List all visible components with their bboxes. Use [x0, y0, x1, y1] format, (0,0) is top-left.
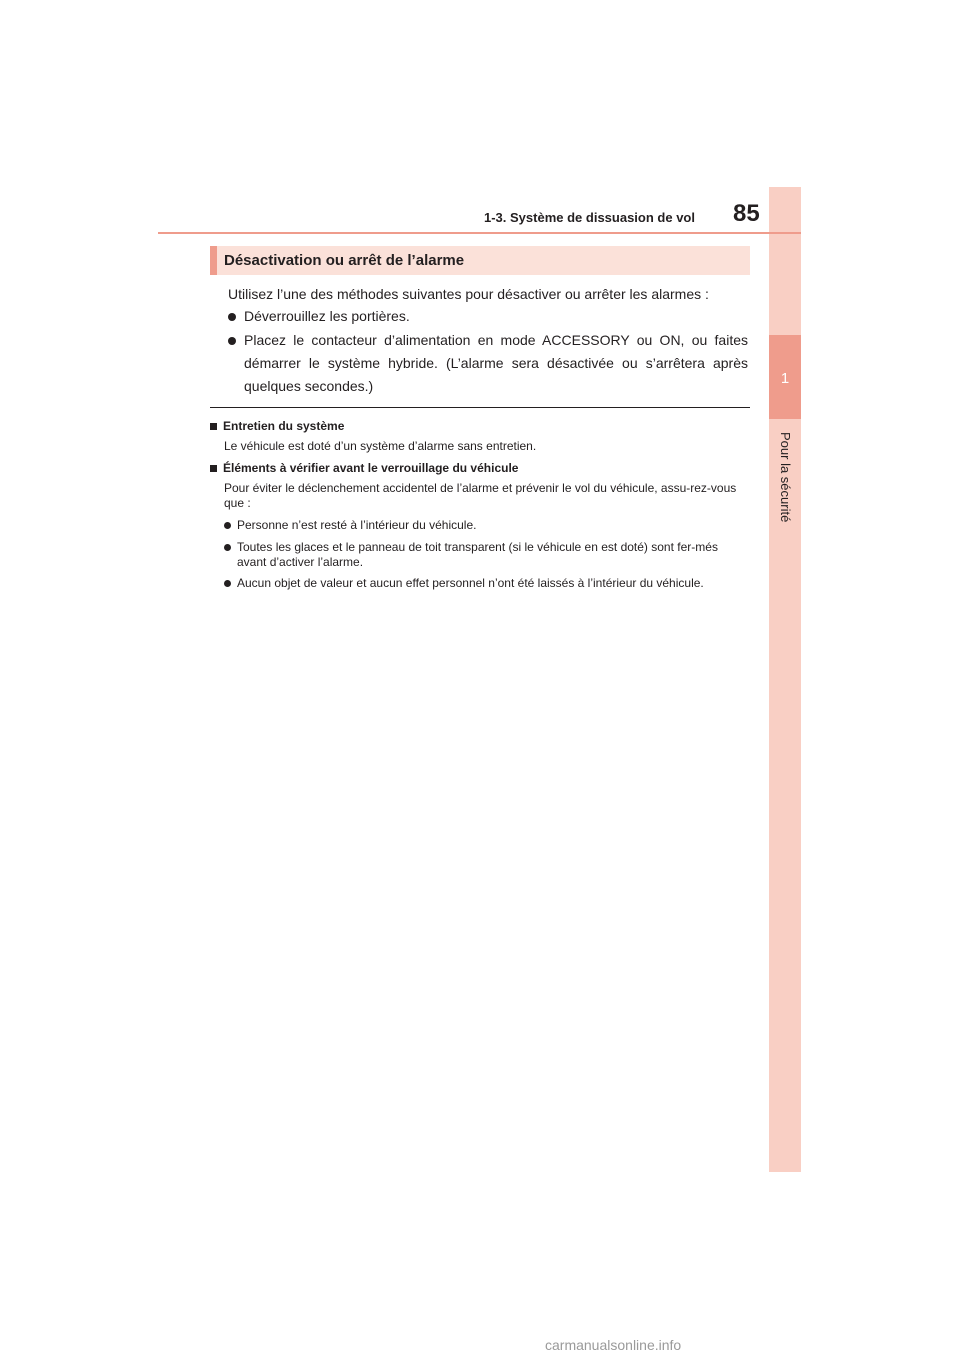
note-bullet-text: Toutes les glaces et le panneau de toit transparent (si le véhicule en est doté) sont fer-més avant d’activer l’alarme.: [237, 540, 718, 569]
bullet-item: [228, 329, 748, 398]
section-divider: [210, 407, 750, 408]
watermark: carmanualsonline.info: [545, 1337, 682, 1353]
note-bullet-text: Aucun objet de valeur et aucun effet personnel n’ont été laissés à l’intérieur du véhicule.: [237, 576, 704, 590]
intro-text: Utilisez l’une des méthodes suivantes pour désactiver ou arrêter les alarmes :: [228, 286, 709, 302]
bullet-dot-icon: [224, 522, 231, 529]
note-title-text: Entretien du système: [223, 419, 345, 433]
page-number: 85: [733, 200, 760, 227]
note-bullet-item: [224, 540, 748, 570]
chapter-number: 1: [780, 370, 790, 387]
bullet-item: [228, 305, 748, 328]
note-bullet-item: [224, 576, 748, 591]
section-title: 1-3. Système de dissuasion de vol: [484, 210, 695, 225]
chapter-label: Pour la sécurité: [778, 432, 793, 523]
note-bullet-text: Personne n’est resté à l’intérieur du véhicule.: [237, 518, 477, 532]
bullet-text: Déverrouillez les portières.: [244, 308, 410, 324]
note-title-text: Éléments à vérifier avant le verrouillage du véhicule: [223, 461, 519, 475]
bullet-dot-icon: [224, 544, 231, 551]
heading-accent-mark: [210, 246, 217, 275]
note-title: [210, 460, 518, 476]
note-bullet-item: [224, 518, 748, 533]
header-divider: [158, 232, 801, 234]
bullet-dot-icon: [228, 313, 236, 321]
square-bullet-icon: [210, 465, 217, 472]
bullet-dot-icon: [224, 580, 231, 587]
note-text: Pour éviter le déclenchement accidentel de l’alarme et prévenir le vol du véhicule, assu-rez-vous que :: [224, 481, 737, 510]
note-text: Le véhicule est doté d’un système d’alarme sans entretien.: [224, 439, 537, 453]
section-heading: Désactivation ou arrêt de l’alarme: [224, 252, 465, 269]
note-title: [210, 418, 344, 434]
square-bullet-icon: [210, 423, 217, 430]
bullet-text: Placez le contacteur d’alimentation en mode ACCESSORY ou ON, ou faites démarrer le système hybride. (L’alarme sera désactivée ou s’arrêtera après quelques secondes.): [244, 332, 748, 394]
bullet-dot-icon: [228, 337, 236, 345]
